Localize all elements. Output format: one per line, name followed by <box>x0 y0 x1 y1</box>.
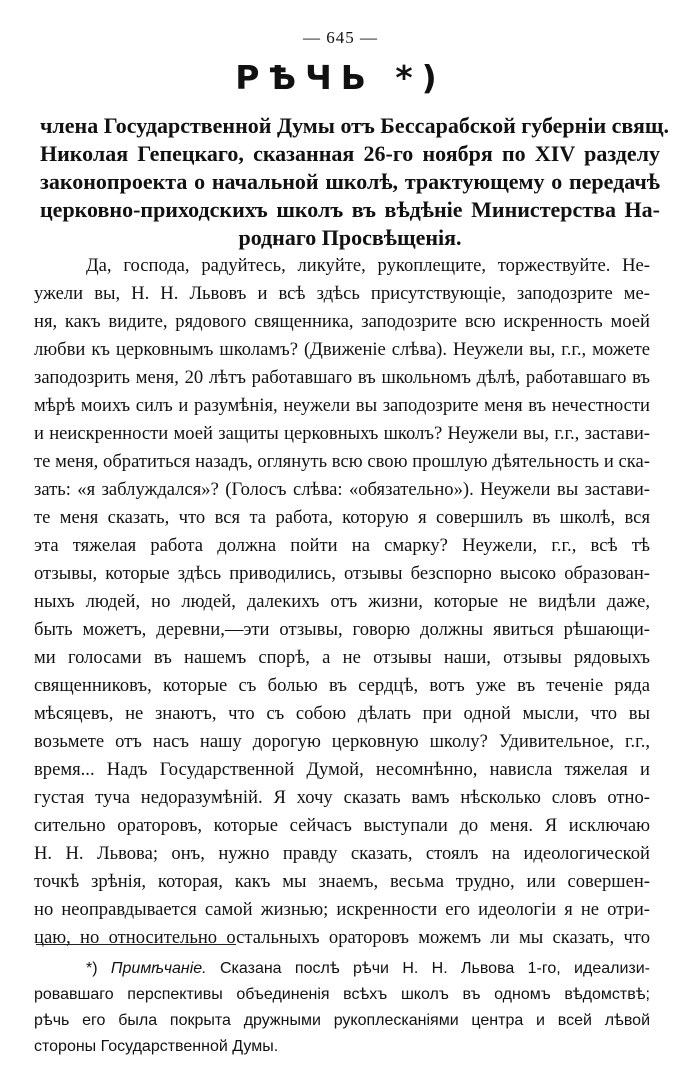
subtitle-line: Николая Гепецкаго, сказанная 26-го ноября по XIV разделу <box>40 141 660 166</box>
body-line: отзывы, которые здѣсь приводились, отзывы безспорно высоко образован- <box>34 563 650 584</box>
body-line: зать: «я заблуждался»? (Голосъ слѣва: «обязательно»). Неужели вы застави- <box>34 479 650 500</box>
speech-subtitle <box>40 112 669 252</box>
footnote-line: рѣчь его была покрыта дружными рукоплесканіями центра и всей лѣвой <box>34 1012 650 1029</box>
body-line: сительно ораторовъ, которые сейчасъ выступали до меня. Я исключаю <box>34 815 650 836</box>
body-line: священниковъ, которые съ болью въ сердцѣ, вотъ уже въ теченіе ряда <box>34 675 650 696</box>
body-line: цаю, но относительно остальныхъ ораторовъ можемъ ли мы сказать, что <box>34 927 650 948</box>
subtitle-line: церковно-приходскихъ школъ въ вѣдѣніе Министерства На- <box>40 197 660 222</box>
footnote-line: ровавшаго перспективы объединенія всѣхъ школъ въ одномъ вѣдомствѣ; <box>34 986 650 1003</box>
body-line: Да, господа, радуйтесь, ликуйте, рукоплещите, торжествуйте. Не- <box>86 255 650 276</box>
body-line: быть можетъ, деревни,—эти отзывы, говорю должны явиться рѣшающи- <box>34 619 650 640</box>
footnote-label: Примѣчаніе. <box>110 960 207 977</box>
body-line: ужели вы, Н. Н. Львовъ и всѣ здѣсь присутствующіе, заподозрите ме- <box>34 283 650 304</box>
body-line: возьмете отъ насъ нашу дорогую церковную школу? Удивительное, г.г., <box>34 731 650 752</box>
speech-body <box>34 252 650 952</box>
speech-title: РѢЧЬ *) <box>235 58 446 97</box>
subtitle-line: законопроекта о начальной школѣ, трактующему о передачѣ <box>40 169 660 194</box>
body-line: но неоправдывается самой жизнью; искренности его идеологіи я не отри- <box>34 899 650 920</box>
body-line: мѣсяцевъ, не знаютъ, что съ собою дѣлать при одной мысли, что вы <box>34 703 650 724</box>
body-line: Н. Н. Львова; онъ, нужно правду сказать, стоялъ на идеологической <box>34 843 650 864</box>
body-line: ныхъ людей, но людей, далекихъ отъ жизни, которые не видѣли даже, <box>34 591 650 612</box>
footnote-marker: *) <box>86 960 98 977</box>
footnote <box>34 956 650 1060</box>
body-line: эта тяжелая работа должна пойти на смарку? Неужели, г.г., всѣ тѣ <box>34 535 650 556</box>
body-line: мѣрѣ моихъ силъ и разумѣнія, неужели вы заподозрите меня въ нечестности <box>34 395 650 416</box>
page-number: — 645 — <box>303 28 378 47</box>
body-line: заподозрить меня, 20 лѣтъ работавшаго въ школьномъ дѣлѣ, работавшаго въ <box>34 367 650 388</box>
footnote-divider <box>36 944 236 945</box>
body-line: ня, какъ видите, рядового священника, заподозрите всю искренность моей <box>34 311 650 332</box>
footnote-line: стороны Государственной Думы. <box>34 1038 279 1055</box>
body-line: те меня, обратиться назадъ, оглянуть всю свою прошлую дѣятельность и ска- <box>34 451 650 472</box>
body-line: и неискренности моей защиты церковныхъ школъ? Неужели вы, г.г., застави- <box>34 423 650 444</box>
footnote-line <box>34 956 650 982</box>
subtitle-line: роднаго Просвѣщенія. <box>238 225 462 250</box>
footnote-text: Сказана послѣ рѣчи Н. Н. Львова 1-го, идеализи- <box>219 960 650 977</box>
body-line: время... Надъ Государственной Думой, несомнѣнно, нависла тяжелая и <box>34 759 650 780</box>
body-line: густая туча недоразумѣній. Я хочу сказать вамъ нѣсколько словъ отно- <box>34 787 650 808</box>
body-line: точкѣ зрѣнія, которая, какъ мы знаемъ, весьма трудно, или совершен- <box>34 871 650 892</box>
body-line: ми голосами въ нашемъ спорѣ, а не отзывы наши, отзывы рядовыхъ <box>34 647 650 668</box>
body-line: те меня сказать, что вся та работа, которую я совершилъ въ школѣ, вся <box>34 507 650 528</box>
body-line: любви къ церковнымъ школамъ? (Движеніе слѣва). Неужели вы, г.г., можете <box>34 339 650 360</box>
subtitle-line: члена Государственной Думы отъ Бессарабской губерніи свящ. <box>40 113 669 138</box>
